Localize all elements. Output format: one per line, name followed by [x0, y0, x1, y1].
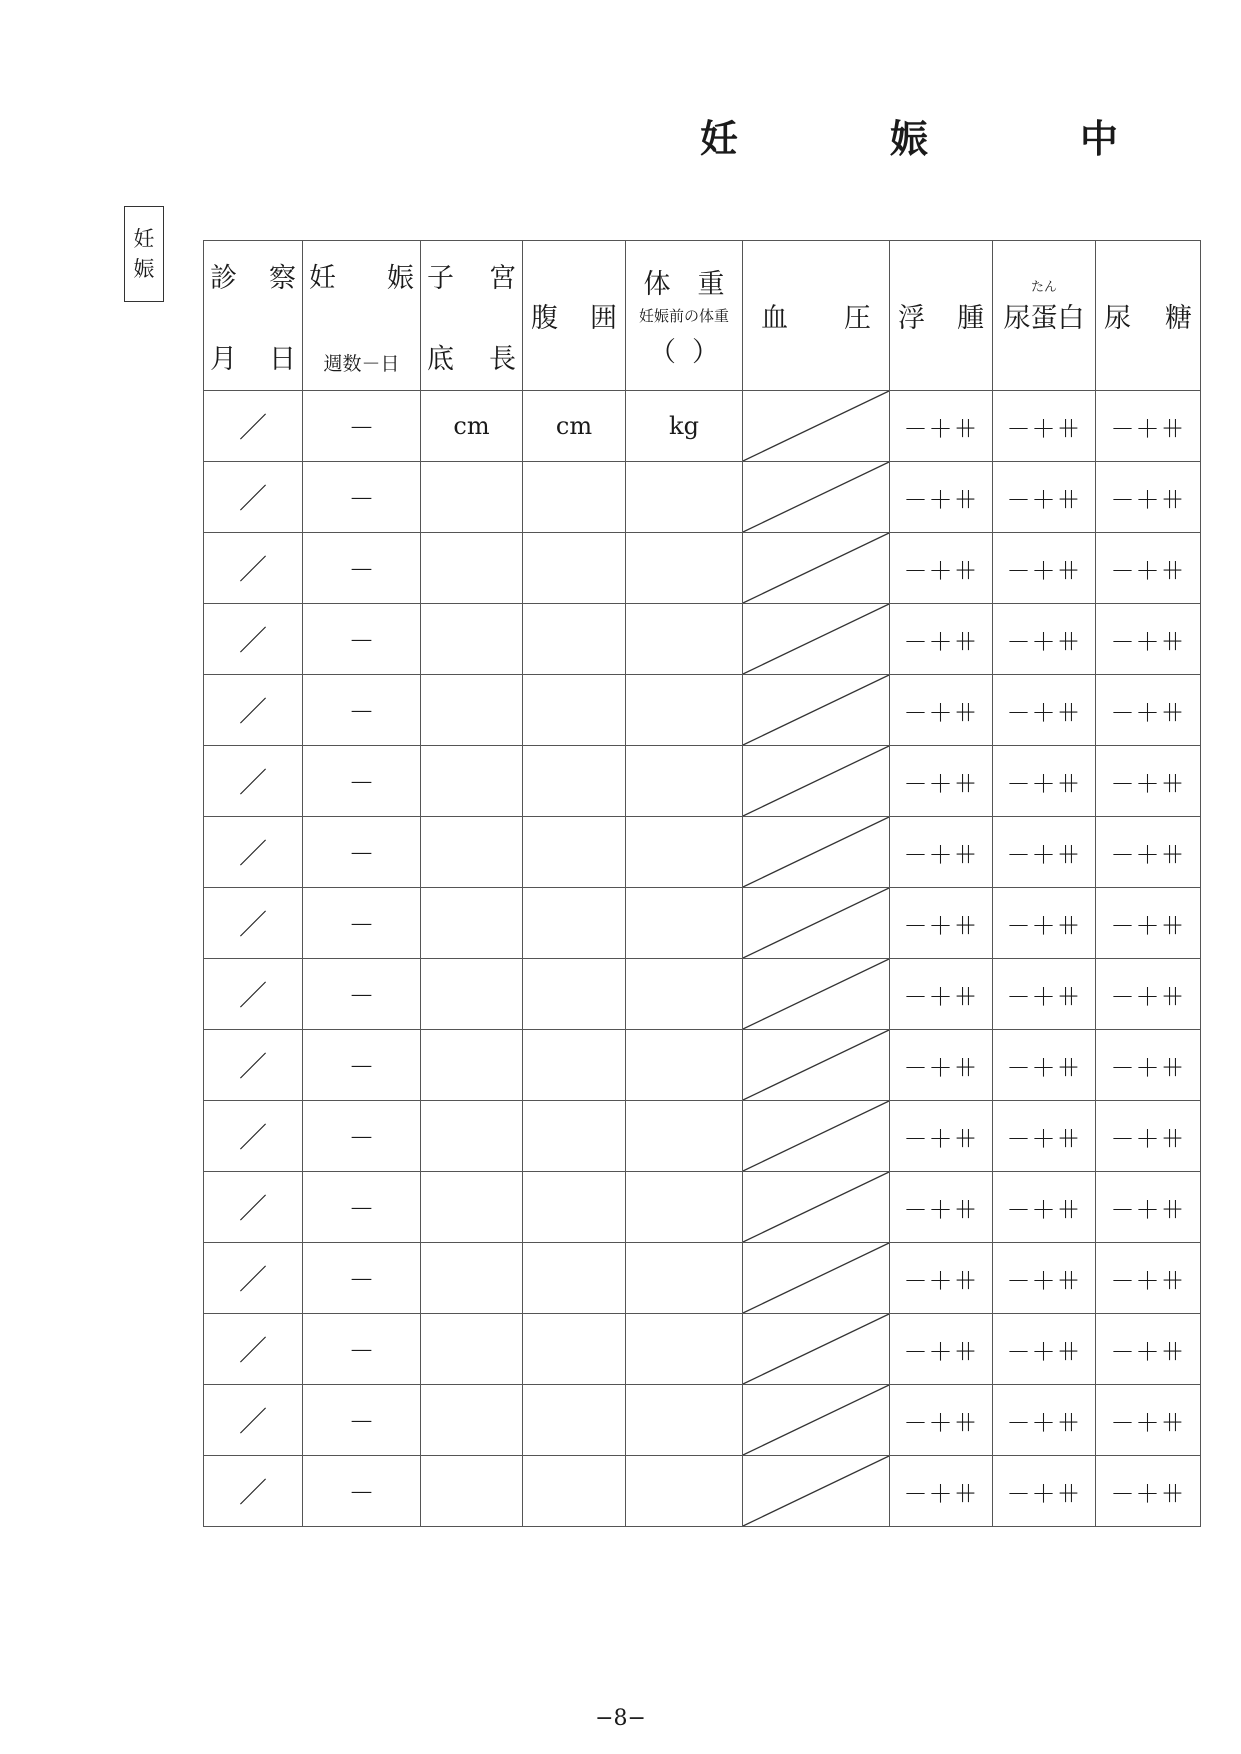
- date-cell[interactable]: ／: [204, 675, 303, 746]
- urine-sugar-cell[interactable]: －＋⧺: [1096, 1314, 1201, 1385]
- urine-protein-cell[interactable]: －＋⧺: [993, 888, 1096, 959]
- abdominal-circ-cell[interactable]: [523, 533, 626, 604]
- abdominal-circ-cell[interactable]: [523, 675, 626, 746]
- date-cell[interactable]: ／: [204, 391, 303, 462]
- table-row: [204, 462, 1201, 533]
- table-row: [204, 1314, 1201, 1385]
- gestation-cell[interactable]: －: [303, 391, 421, 462]
- date-cell[interactable]: ／: [204, 1456, 303, 1527]
- header-weight: 体 重 妊娠前の体重 （ ）: [626, 241, 743, 391]
- urine-sugar-cell[interactable]: －＋⧺: [1096, 604, 1201, 675]
- urine-protein-cell[interactable]: －＋⧺: [993, 746, 1096, 817]
- urine-sugar-cell[interactable]: －＋⧺: [1096, 1385, 1201, 1456]
- urine-sugar-cell[interactable]: －＋⧺: [1096, 746, 1201, 817]
- urine-protein-cell[interactable]: －＋⧺: [993, 675, 1096, 746]
- urine-sugar-cell[interactable]: －＋⧺: [1096, 959, 1201, 1030]
- fundal-height-cell[interactable]: [421, 462, 523, 533]
- abdominal-circ-cell[interactable]: [523, 1314, 626, 1385]
- blood-pressure-cell[interactable]: [743, 1172, 890, 1243]
- urine-sugar-cell[interactable]: －＋⧺: [1096, 1456, 1201, 1527]
- gestation-cell[interactable]: －: [303, 462, 421, 533]
- blood-pressure-cell[interactable]: [743, 1243, 890, 1314]
- date-cell[interactable]: ／: [204, 959, 303, 1030]
- urine-protein-cell[interactable]: －＋⧺: [993, 1030, 1096, 1101]
- blood-pressure-cell[interactable]: [743, 1101, 890, 1172]
- gestation-cell[interactable]: －: [303, 1030, 421, 1101]
- table-row: [204, 1030, 1201, 1101]
- edema-cell[interactable]: －＋⧺: [890, 746, 993, 817]
- header-row: [204, 241, 1201, 391]
- urine-sugar-cell[interactable]: －＋⧺: [1096, 675, 1201, 746]
- weight-cell[interactable]: [626, 675, 743, 746]
- abdominal-circ-cell[interactable]: [523, 1456, 626, 1527]
- urine-sugar-cell[interactable]: －＋⧺: [1096, 1101, 1201, 1172]
- edema-cell[interactable]: －＋⧺: [890, 533, 993, 604]
- fundal-height-cell[interactable]: [421, 1385, 523, 1456]
- page-number: −8−: [595, 1706, 646, 1731]
- abdominal-circ-cell[interactable]: [523, 746, 626, 817]
- edema-cell[interactable]: －＋⧺: [890, 959, 993, 1030]
- blood-pressure-cell[interactable]: [743, 1030, 890, 1101]
- gestation-cell[interactable]: －: [303, 1172, 421, 1243]
- table-row: [204, 817, 1201, 888]
- gestation-cell[interactable]: －: [303, 604, 421, 675]
- gestation-cell[interactable]: －: [303, 1456, 421, 1527]
- table-row: [204, 1456, 1201, 1527]
- table-row: [204, 746, 1201, 817]
- gestation-cell[interactable]: －: [303, 533, 421, 604]
- fundal-height-cell[interactable]: [421, 675, 523, 746]
- weight-cell[interactable]: [626, 1030, 743, 1101]
- table-row: [204, 675, 1201, 746]
- date-cell[interactable]: ／: [204, 1030, 303, 1101]
- edema-cell[interactable]: －＋⧺: [890, 1456, 993, 1527]
- fundal-height-cell[interactable]: [421, 604, 523, 675]
- abdominal-circ-cell[interactable]: [523, 1385, 626, 1456]
- abdominal-circ-cell[interactable]: [523, 1243, 626, 1314]
- date-cell[interactable]: ／: [204, 1385, 303, 1456]
- date-cell[interactable]: ／: [204, 1101, 303, 1172]
- urine-protein-cell[interactable]: －＋⧺: [993, 1385, 1096, 1456]
- date-cell[interactable]: ／: [204, 746, 303, 817]
- edema-cell[interactable]: －＋⧺: [890, 1314, 993, 1385]
- gestation-cell[interactable]: －: [303, 817, 421, 888]
- table-row: [204, 1243, 1201, 1314]
- urine-protein-cell[interactable]: －＋⧺: [993, 1314, 1096, 1385]
- abdominal-circ-cell[interactable]: cm: [523, 391, 626, 462]
- edema-cell[interactable]: －＋⧺: [890, 391, 993, 462]
- header-blood-pressure: 血 圧: [743, 241, 890, 391]
- weight-cell[interactable]: [626, 1101, 743, 1172]
- date-cell[interactable]: ／: [204, 1172, 303, 1243]
- blood-pressure-cell[interactable]: [743, 888, 890, 959]
- page-title-char: 娠: [890, 117, 929, 161]
- abdominal-circ-cell[interactable]: [523, 1101, 626, 1172]
- weight-cell[interactable]: [626, 1243, 743, 1314]
- abdominal-circ-cell[interactable]: [523, 462, 626, 533]
- edema-cell[interactable]: －＋⧺: [890, 675, 993, 746]
- edema-cell[interactable]: －＋⧺: [890, 604, 993, 675]
- fundal-height-cell[interactable]: [421, 1101, 523, 1172]
- weight-cell[interactable]: [626, 604, 743, 675]
- edema-cell[interactable]: －＋⧺: [890, 1030, 993, 1101]
- date-cell[interactable]: ／: [204, 1314, 303, 1385]
- fundal-height-cell[interactable]: [421, 959, 523, 1030]
- urine-protein-cell[interactable]: －＋⧺: [993, 604, 1096, 675]
- page-title: [700, 108, 1150, 168]
- side-tab-char: 妊: [133, 227, 155, 251]
- urine-protein-cell[interactable]: －＋⧺: [993, 1172, 1096, 1243]
- date-cell[interactable]: ／: [204, 888, 303, 959]
- header-gestation-weeks: 妊 娠 週数－日: [303, 241, 421, 391]
- table-row: [204, 391, 1201, 462]
- gestation-cell[interactable]: －: [303, 675, 421, 746]
- urine-protein-cell[interactable]: －＋⧺: [993, 959, 1096, 1030]
- urine-protein-cell[interactable]: －＋⧺: [993, 1243, 1096, 1314]
- weight-cell[interactable]: [626, 533, 743, 604]
- gestation-cell[interactable]: －: [303, 959, 421, 1030]
- date-cell[interactable]: ／: [204, 604, 303, 675]
- side-tab-char: 娠: [133, 257, 155, 281]
- urine-protein-cell[interactable]: －＋⧺: [993, 817, 1096, 888]
- abdominal-circ-cell[interactable]: [523, 1030, 626, 1101]
- date-cell[interactable]: ／: [204, 533, 303, 604]
- edema-cell[interactable]: －＋⧺: [890, 1385, 993, 1456]
- gestation-cell[interactable]: －: [303, 1385, 421, 1456]
- weight-cell[interactable]: [626, 462, 743, 533]
- date-cell[interactable]: ／: [204, 817, 303, 888]
- edema-cell[interactable]: －＋⧺: [890, 1172, 993, 1243]
- weight-cell[interactable]: [626, 817, 743, 888]
- date-cell[interactable]: ／: [204, 462, 303, 533]
- blood-pressure-cell[interactable]: [743, 533, 890, 604]
- gestation-cell[interactable]: －: [303, 746, 421, 817]
- urine-sugar-cell[interactable]: －＋⧺: [1096, 391, 1201, 462]
- fundal-height-cell[interactable]: [421, 1456, 523, 1527]
- weight-cell[interactable]: [626, 1314, 743, 1385]
- urine-sugar-cell[interactable]: －＋⧺: [1096, 1172, 1201, 1243]
- weight-cell[interactable]: [626, 746, 743, 817]
- urine-protein-cell[interactable]: －＋⧺: [993, 462, 1096, 533]
- abdominal-circ-cell[interactable]: [523, 604, 626, 675]
- fundal-height-cell[interactable]: [421, 533, 523, 604]
- blood-pressure-cell[interactable]: [743, 1314, 890, 1385]
- table-row: [204, 533, 1201, 604]
- fundal-height-cell[interactable]: [421, 888, 523, 959]
- fundal-height-cell[interactable]: [421, 746, 523, 817]
- urine-sugar-cell[interactable]: －＋⧺: [1096, 533, 1201, 604]
- gestation-cell[interactable]: －: [303, 1314, 421, 1385]
- header-fundal-height: 子 宮 底 長: [421, 241, 523, 391]
- fundal-height-cell[interactable]: [421, 1243, 523, 1314]
- edema-cell[interactable]: －＋⧺: [890, 888, 993, 959]
- urine-sugar-cell[interactable]: －＋⧺: [1096, 1243, 1201, 1314]
- blood-pressure-cell[interactable]: [743, 604, 890, 675]
- urine-protein-cell[interactable]: －＋⧺: [993, 1101, 1096, 1172]
- gestation-cell[interactable]: －: [303, 1243, 421, 1314]
- edema-cell[interactable]: －＋⧺: [890, 817, 993, 888]
- urine-sugar-cell[interactable]: －＋⧺: [1096, 1030, 1201, 1101]
- fundal-height-cell[interactable]: [421, 1172, 523, 1243]
- table-row: [204, 959, 1201, 1030]
- date-cell[interactable]: ／: [204, 1243, 303, 1314]
- header-urine-sugar: 尿 糖: [1096, 241, 1201, 391]
- weight-cell[interactable]: kg: [626, 391, 743, 462]
- gestation-cell[interactable]: －: [303, 888, 421, 959]
- urine-sugar-cell[interactable]: －＋⧺: [1096, 888, 1201, 959]
- blood-pressure-cell[interactable]: [743, 462, 890, 533]
- edema-cell[interactable]: －＋⧺: [890, 462, 993, 533]
- blood-pressure-cell[interactable]: [743, 746, 890, 817]
- prenatal-checkup-table: [203, 240, 1201, 1527]
- blood-pressure-cell[interactable]: [743, 817, 890, 888]
- header-abdominal-circumference: 腹 囲: [523, 241, 626, 391]
- edema-cell[interactable]: －＋⧺: [890, 1243, 993, 1314]
- blood-pressure-cell[interactable]: [743, 675, 890, 746]
- weight-cell[interactable]: [626, 959, 743, 1030]
- abdominal-circ-cell[interactable]: [523, 959, 626, 1030]
- gestation-cell[interactable]: －: [303, 1101, 421, 1172]
- page-title-char: 中: [1080, 117, 1119, 161]
- urine-protein-cell[interactable]: －＋⧺: [993, 533, 1096, 604]
- header-edema: 浮 腫: [890, 241, 993, 391]
- edema-cell[interactable]: －＋⧺: [890, 1101, 993, 1172]
- abdominal-circ-cell[interactable]: [523, 1172, 626, 1243]
- blood-pressure-cell[interactable]: [743, 959, 890, 1030]
- table-row: [204, 1172, 1201, 1243]
- header-exam-date: 診 察 月 日: [204, 241, 303, 391]
- table-row: [204, 888, 1201, 959]
- weight-cell[interactable]: [626, 888, 743, 959]
- table-row: [204, 1385, 1201, 1456]
- blood-pressure-cell[interactable]: [743, 391, 890, 462]
- abdominal-circ-cell[interactable]: [523, 888, 626, 959]
- urine-protein-cell[interactable]: －＋⧺: [993, 1456, 1096, 1527]
- fundal-height-cell[interactable]: cm: [421, 391, 523, 462]
- fundal-height-cell[interactable]: [421, 1030, 523, 1101]
- weight-cell[interactable]: [626, 1172, 743, 1243]
- blood-pressure-cell[interactable]: [743, 1456, 890, 1527]
- page-title-char: 妊: [700, 117, 739, 161]
- weight-cell[interactable]: [626, 1385, 743, 1456]
- header-urine-protein: 尿 たん 蛋白: [993, 241, 1096, 391]
- table-row: [204, 1101, 1201, 1172]
- weight-cell[interactable]: [626, 1456, 743, 1527]
- urine-protein-cell[interactable]: －＋⧺: [993, 391, 1096, 462]
- urine-sugar-cell[interactable]: －＋⧺: [1096, 817, 1201, 888]
- blood-pressure-cell[interactable]: [743, 1385, 890, 1456]
- abdominal-circ-cell[interactable]: [523, 817, 626, 888]
- fundal-height-cell[interactable]: [421, 817, 523, 888]
- urine-sugar-cell[interactable]: －＋⧺: [1096, 462, 1201, 533]
- fundal-height-cell[interactable]: [421, 1314, 523, 1385]
- table-row: [204, 604, 1201, 675]
- section-index-tab: [124, 206, 164, 302]
